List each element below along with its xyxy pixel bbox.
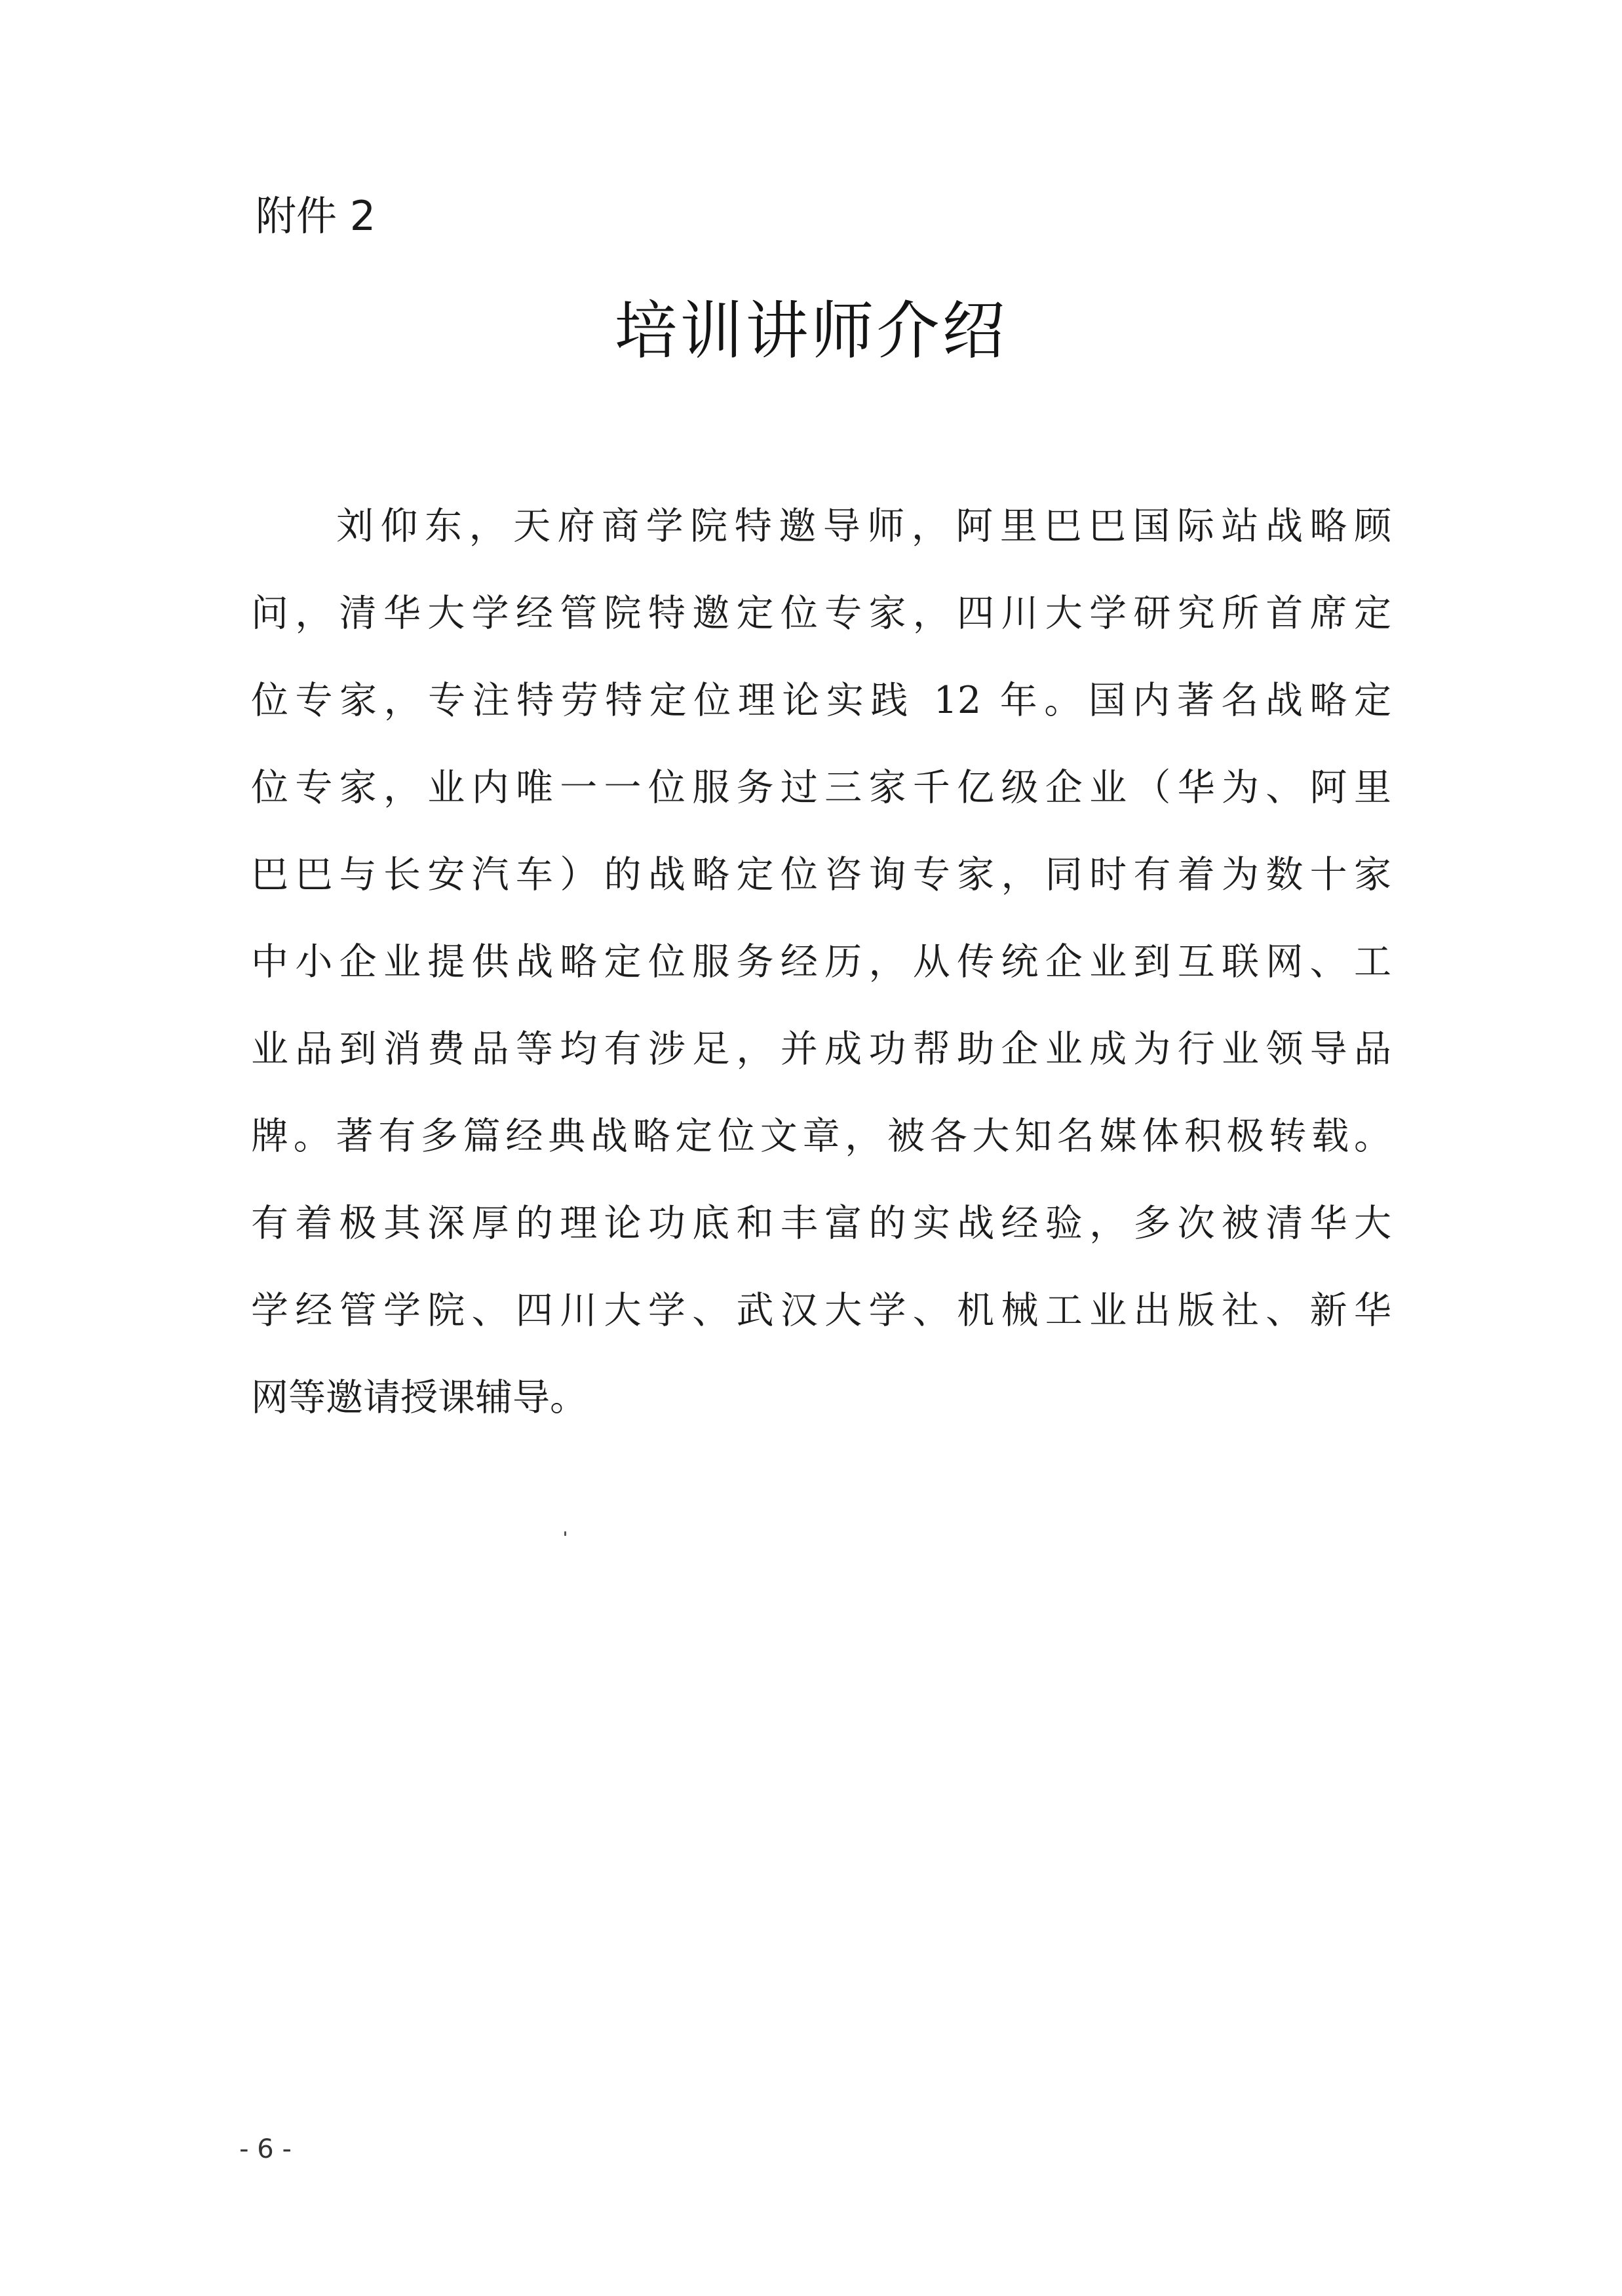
paragraph-line: 中小企业提供战略定位服务经历，从传统企业到互联网、工 — [251, 940, 1391, 984]
scan-speck — [564, 1531, 566, 1536]
paragraph-line: 牌。著有多篇经典战略定位文章，被各大知名媒体积极转载。 — [251, 1115, 1391, 1158]
paragraph-line: 位专家，专注特劳特定位理论实践 12 年。国内著名战略定 — [251, 679, 1391, 722]
paragraph-line: 网等邀请授课辅导。 — [251, 1376, 587, 1419]
paragraph-line: 业品到消费品等均有涉足，并成功帮助企业成为行业领导品 — [251, 1027, 1391, 1071]
page-title: 培训讲师介绍 — [614, 294, 1008, 368]
paragraph-line: 刘仰东，天府商学院特邀导师，阿里巴巴国际站战略顾 — [336, 505, 1391, 548]
paragraph-line: 巴巴与长安汽车）的战略定位咨询专家，同时有着为数十家 — [251, 853, 1391, 896]
page-number: - 6 - — [239, 2134, 292, 2164]
trainer-introduction-paragraph — [251, 483, 1391, 1442]
paragraph-line: 问，清华大学经管院特邀定位专家，四川大学研究所首席定 — [251, 592, 1391, 635]
paragraph-line: 学经管学院、四川大学、武汉大学、机械工业出版社、新华 — [251, 1289, 1391, 1332]
attachment-label: 附件 2 — [256, 192, 376, 240]
paragraph-line: 位专家，业内唯一一位服务过三家千亿级企业（华为、阿里 — [251, 766, 1391, 809]
paragraph-line: 有着极其深厚的理论功底和丰富的实战经验，多次被清华大 — [251, 1202, 1391, 1245]
